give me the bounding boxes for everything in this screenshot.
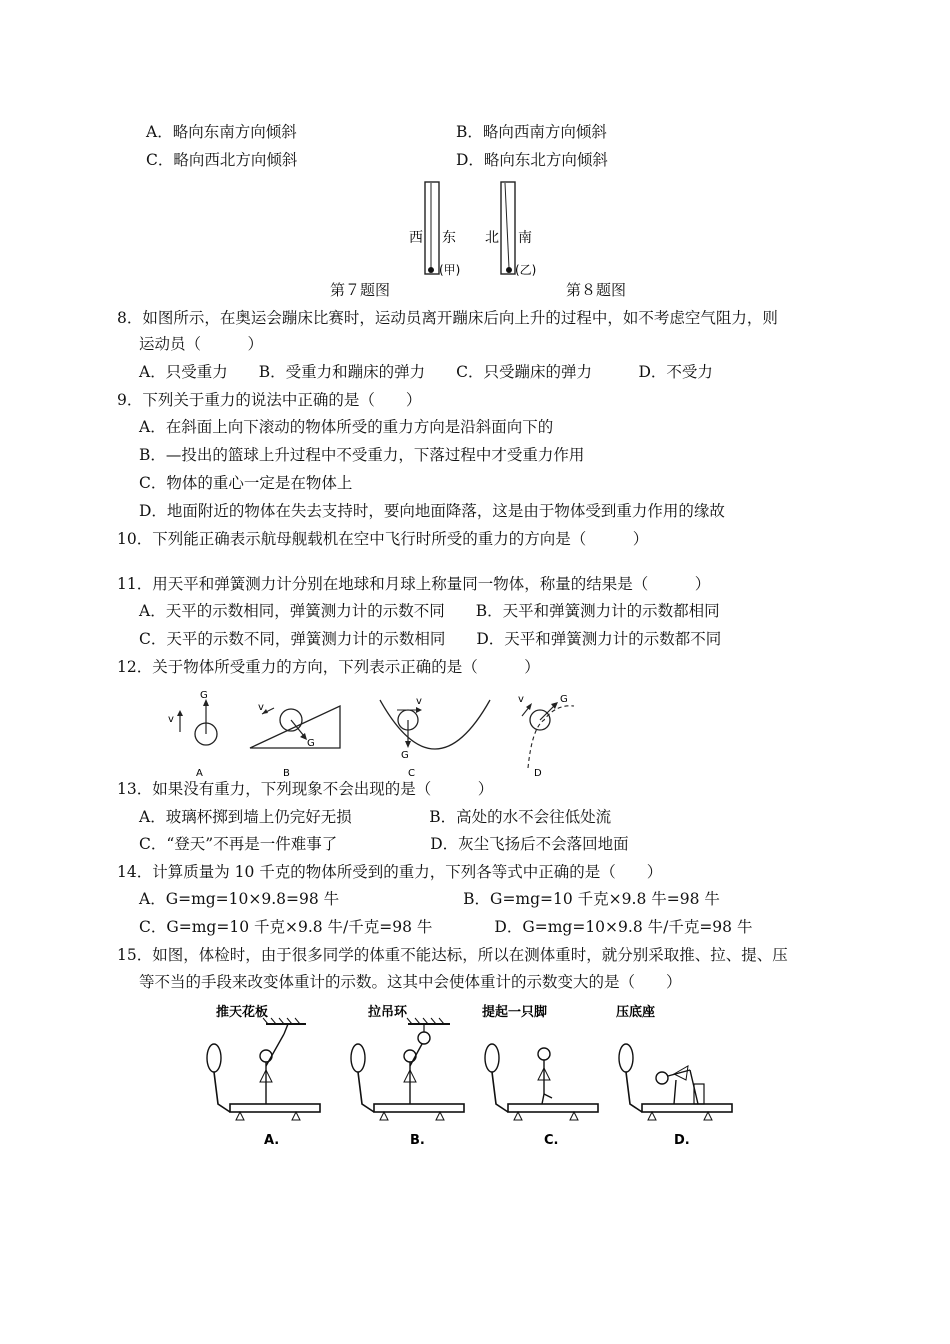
q12-diagram-a (168, 690, 217, 779)
svg-text:推天花板: 推天花板 (216, 1005, 269, 1020)
q15-label-c: C. (544, 1133, 559, 1148)
yi-north-label: 北 (485, 230, 499, 246)
q7-option-d: D．略向东北方向倾斜 (456, 151, 608, 169)
svg-text:G: G (307, 738, 315, 749)
q7-option-a: A．略向东南方向倾斜 (146, 123, 297, 141)
q12-label-d: D (534, 768, 542, 779)
q7-option-b: B．略向西南方向倾斜 (456, 123, 607, 141)
svg-text:G: G (560, 694, 568, 705)
svg-text:v: v (416, 696, 422, 707)
q8-stem-2: 运动员（ ） (139, 335, 264, 353)
q13-options-cd: C．“登天”不再是一件难事了 D．灰尘飞扬后不会落回地面 (139, 835, 629, 853)
q15-panel-d (616, 1004, 732, 1148)
q7-option-c: C．略向西北方向倾斜 (146, 151, 298, 169)
q11-options-ab: A．天平的示数相同，弹簧测力计的示数不同 B．天平和弹簧测力计的示数都相同 (139, 602, 720, 620)
plumb-jia (425, 182, 439, 274)
q15-stem-1: 15．如图，体检时，由于很多同学的体重不能达标，所以在测体重时，就分别采取推、拉、提、压 (117, 946, 788, 964)
q12-label-b: B (283, 768, 290, 779)
yi-south-label: 南 (518, 230, 532, 246)
svg-text:v: v (518, 694, 524, 705)
q9-option-d: D．地面附近的物体在失去支持时，要向地面降落，这是由于物体受到重力作用的缘故 (139, 502, 725, 520)
q11-options-cd: C．天平的示数不同，弹簧测力计的示数相同 D．天平和弹簧测力计的示数都不同 (139, 630, 722, 648)
caption-fig-8: 第８题图 (566, 281, 627, 299)
q12-label-c: C (408, 768, 415, 779)
q13-options-ab: A．玻璃杯掷到墙上仍完好无损 B．高处的水不会往低处流 (139, 808, 612, 826)
q15-panel-b (351, 1004, 464, 1148)
q12-diagram-c (380, 696, 490, 779)
q12-diagram-d (518, 694, 574, 779)
q15-stem-2: 等不当的手段来改变体重计的示数。这其中会使体重计的示数变大的是（ ） (139, 973, 682, 991)
q11-stem: 11．用天平和弹簧测力计分别在地球和月球上称量同一物体，称量的结果是（ ） (117, 575, 711, 593)
q14-options-ab: A．G=mg=10×9.8=98 牛 B．G=mg=10 千克×9.8 牛=98 牛 (139, 890, 720, 908)
q8-options: A．只受重力 B．受重力和蹦床的弹力 C．只受蹦床的弹力 D．不受力 (139, 363, 713, 381)
q12-stem: 12．关于物体所受重力的方向，下列表示正确的是（ ） (117, 658, 540, 676)
jia-east-label: 东 (442, 230, 456, 246)
q15-figure (198, 1000, 738, 1150)
svg-text:提起一只脚: 提起一只脚 (482, 1005, 548, 1020)
q13-stem: 13．如果没有重力，下列现象不会出现的是（ ） (117, 780, 494, 798)
q12-figure (150, 688, 590, 780)
q9-stem: 9．下列关于重力的说法中正确的是（ ） (117, 391, 422, 409)
svg-text:拉吊环: 拉吊环 (368, 1005, 408, 1020)
plumb-line-figure (405, 180, 545, 280)
caption-fig-7: 第７题图 (330, 281, 391, 299)
jia-tag: (甲) (439, 263, 461, 277)
q15-panel-a (207, 1004, 320, 1148)
svg-text:v: v (168, 714, 174, 725)
plumb-yi (501, 182, 515, 274)
q15-label-a: A. (264, 1133, 280, 1148)
q12-diagram-b (250, 702, 340, 779)
q15-label-d: D. (674, 1133, 690, 1148)
q12-label-a: A (196, 768, 203, 779)
q14-stem: 14．计算质量为 10 千克的物体所受到的重力，下列各等式中正确的是（ ） (117, 863, 663, 881)
svg-text:v: v (258, 702, 264, 713)
q9-option-b: B．—投出的篮球上升过程中不受重力，下落过程中才受重力作用 (139, 446, 585, 464)
q8-stem-1: 8．如图所示，在奥运会蹦床比赛时，运动员离开蹦床后向上升的过程中，如不考虑空气阻力，则 (117, 309, 778, 327)
jia-west-label: 西 (409, 230, 423, 246)
svg-text:G: G (401, 750, 409, 761)
q9-option-c: C．物体的重心一定是在物体上 (139, 474, 353, 492)
q15-label-b: B. (410, 1133, 425, 1148)
q14-options-cd: C．G=mg=10 千克×9.8 牛/千克=98 牛 D．G=mg=10×9.8 牛/千克=98 牛 (139, 918, 753, 936)
yi-tag: (乙) (515, 263, 537, 277)
q10-stem: 10．下列能正确表示航母舰载机在空中飞行时所受的重力的方向是（ ） (117, 530, 649, 548)
q9-option-a: A．在斜面上向下滚动的物体所受的重力方向是沿斜面向下的 (139, 418, 554, 436)
svg-text:G: G (200, 690, 208, 701)
q15-panel-c (482, 1004, 598, 1148)
svg-text:压底座: 压底座 (616, 1005, 656, 1020)
